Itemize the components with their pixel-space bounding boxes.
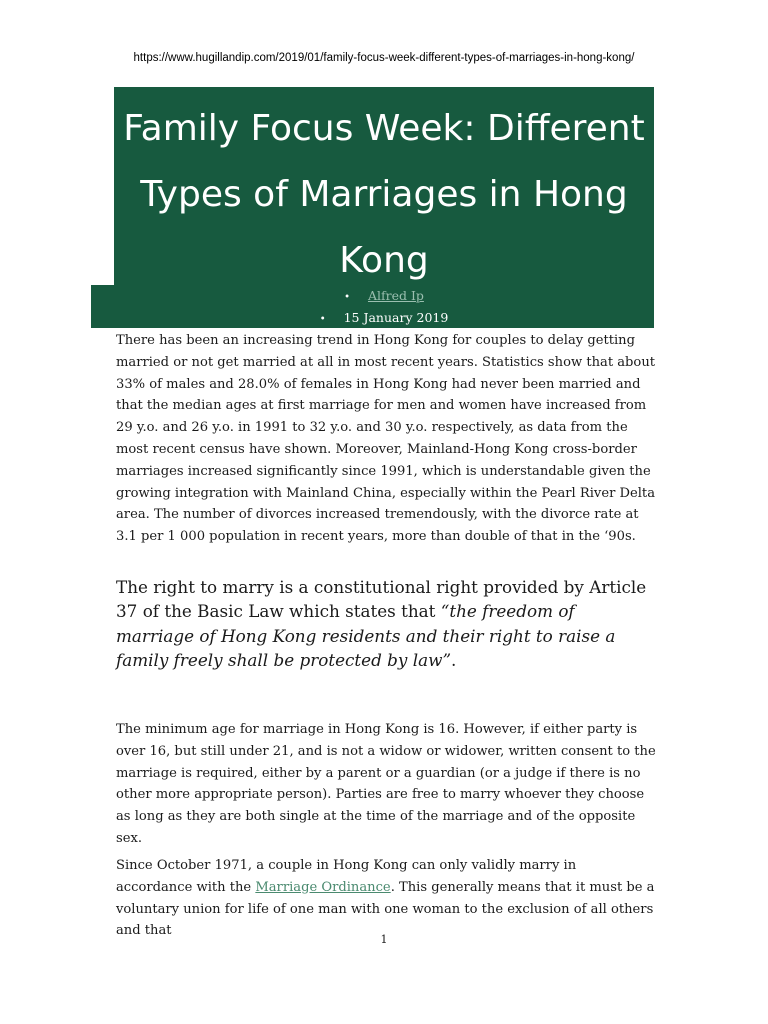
- quote-end: .: [451, 649, 457, 670]
- minimum-age-paragraph: The minimum age for marriage in Hong Kong is 16. However, if either party is over 16, but still under 21, and is not a widow or widower, written consent to the marriage is required, either by a parent or a guardian (or a judge if there is no other more appropriate person). Parties are free to marry whoever they choose as long as they are both single at the time of the marriage and of the opposite sex.: [116, 722, 656, 846]
- article-title: Family Focus Week: Different Types of Marriages in Hong Kong: [123, 108, 645, 281]
- basic-law-quote: [116, 575, 656, 672]
- quote-italic: “the freedom of marriage of Hong Kong residents and their right to raise a family freely shall be protected by law”: [116, 601, 616, 670]
- author-line: [0, 288, 768, 303]
- page-number: 1: [380, 933, 388, 946]
- publish-date: 15 January 2019: [343, 310, 449, 325]
- date-line: [0, 310, 768, 325]
- quote-lead: The right to marry is a constitutional right provided by Article 37 of the Basic Law which states that: [116, 577, 647, 622]
- para3-after: . This generally means that it must be a voluntary union for life of one man with one woman to the exclusion of all others and that: [116, 879, 655, 939]
- bullet-icon: •: [344, 292, 350, 303]
- para3-before: Since October 1971, a couple in Hong Kong can only validly marry in accordance with the: [116, 858, 577, 895]
- intro-paragraph: There has been an increasing trend in Hong Kong for couples to delay getting married or not get married at all in most recent years. Statistics show that about 33% of males and 28.0% of females in Hong Kong had never been married and that the median ages at first marriage for men and women have increased from 29 y.o. and 26 y.o. in 1991 to 32 y.o. and 30 y.o. respectively, as data from the most recent census have shown. Moreover, Mainland-Hong Kong cross-border marriages increased significantly since 1991, which is understandable given the growing integration with Mainland China, especially within the Pearl River Delta area. The number of divorces increased tremendously, with the divorce rate at 3.1 per 1 000 population in recent years, more than double of that in the ‘90s.: [116, 333, 656, 545]
- marriage-ordinance-paragraph: [116, 855, 656, 942]
- marriage-ordinance-link[interactable]: Marriage Ordinance: [255, 879, 391, 895]
- bullet-icon: •: [319, 314, 326, 325]
- author-link[interactable]: Alfred Ip: [367, 288, 424, 303]
- source-url: https://www.hugillandip.com/2019/01/family-focus-week-different-types-of-marriages-in-hong-kong/: [133, 52, 635, 64]
